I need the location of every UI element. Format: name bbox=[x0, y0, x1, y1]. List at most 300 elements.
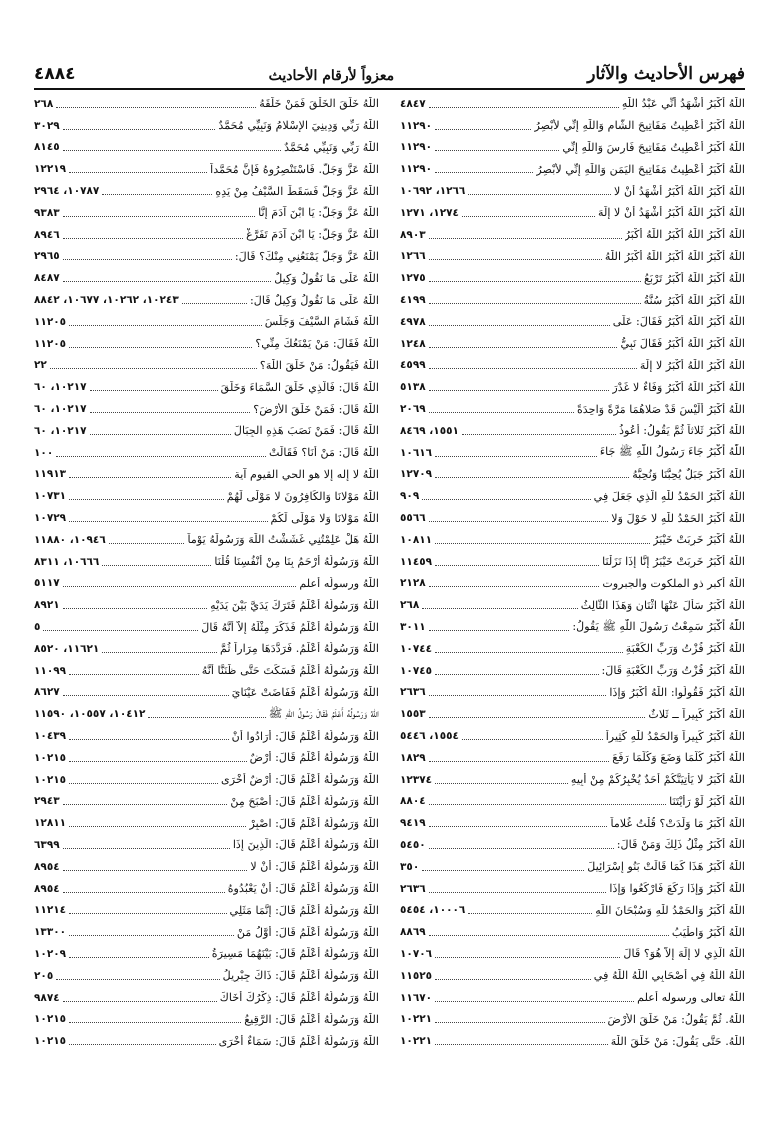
hadith-number: ٨١٤٥ bbox=[34, 141, 60, 154]
hadith-text: اللّٰهُ أَكْبَرُ سَمِعْتُ رَسُولَ اللّٰهِ ﷺ يَقُولُ: bbox=[572, 619, 745, 633]
hadith-text: اللّٰهُ عَزَّ وَجَلَّ. فَاسْتَنْصِرُوهُ فَإِنَّ مُحَمَّداً bbox=[210, 162, 379, 176]
index-entry bbox=[34, 965, 379, 987]
leader-dots bbox=[435, 978, 591, 980]
index-entry bbox=[34, 682, 379, 704]
index-entry bbox=[400, 333, 745, 355]
leader-dots bbox=[69, 912, 227, 914]
leader-dots bbox=[435, 149, 559, 151]
hadith-number: ٨٩٠٣ bbox=[400, 228, 426, 241]
index-entry bbox=[400, 1008, 745, 1030]
leader-dots bbox=[63, 1000, 217, 1002]
index-entry bbox=[400, 965, 745, 987]
index-entry bbox=[400, 311, 745, 333]
leader-dots bbox=[69, 324, 262, 326]
hadith-number: ٨٩٢١ bbox=[34, 599, 60, 612]
hadith-number: ٨٩٥٤ bbox=[34, 860, 60, 873]
hadith-text: اللّٰهُ أَكْبَرُ فُزْتُ وَرَبِّ الكَعْبَةِ قَالَ: bbox=[601, 664, 745, 678]
index-entry bbox=[34, 660, 379, 682]
index-entry bbox=[400, 1030, 745, 1052]
index-entry bbox=[400, 246, 745, 268]
leader-dots bbox=[69, 738, 229, 740]
leader-dots bbox=[63, 869, 248, 871]
hadith-number: ٨٩٥٤ bbox=[34, 882, 60, 895]
leader-dots bbox=[69, 171, 207, 173]
leader-dots bbox=[102, 564, 211, 566]
hadith-text: اللّٰهُ أَكْبَرُ اللّٰهُ أَكْبَرُ اللّٰهُ أَكْبَرُ اللّٰهُ bbox=[604, 249, 745, 263]
leader-dots bbox=[435, 564, 599, 566]
hadith-text: اللّٰهُ عَزَّ وَجَلَّ فَسَقَطَ السَّيْفُ مِنْ يَدِهِ bbox=[215, 184, 379, 198]
hadith-text: اللّٰهُ أَكْبَرُ أَشْهَدُ أَنِّي عَبْدُ اللّٰهِ bbox=[621, 97, 745, 111]
hadith-number: ١٠٦١٦ bbox=[400, 446, 433, 459]
index-entry bbox=[34, 725, 379, 747]
hadith-number: ٨٨٠٤ bbox=[400, 795, 426, 808]
index-entry bbox=[400, 137, 745, 159]
index-entry bbox=[34, 507, 379, 529]
leader-dots bbox=[429, 302, 641, 304]
index-entry bbox=[34, 376, 379, 398]
hadith-number: ٤٩٧٨ bbox=[400, 315, 426, 328]
hadith-text: اللّٰهُ أَكْبَرُ ثَلاثاً ثُمَّ يَقُولُ: أَعُوذُ bbox=[619, 424, 745, 438]
index-entry bbox=[400, 267, 745, 289]
leader-dots bbox=[63, 891, 225, 893]
hadith-text: اللّٰهُ وَرَسُولُهُ أَعْلَمُ قَالَ: أَنْ يَعْبُدُوهُ bbox=[227, 882, 379, 896]
index-entry bbox=[400, 616, 745, 638]
index-entry bbox=[34, 137, 379, 159]
hadith-text: اللّٰهُ وَرَسُولُهُ أَعْلَمُ قَالَ: ذِكْرُكَ أَخَاكَ bbox=[219, 991, 379, 1005]
hadith-text: اللّٰهُ عَزَّ وَجَلَّ: يَا ابْنَ آدَمَ إِنَّا bbox=[258, 206, 379, 220]
leader-dots bbox=[90, 433, 231, 435]
hadith-text: اللّٰهُ أَكْبَرُ وَاطْيَبُ bbox=[671, 925, 745, 939]
leader-dots bbox=[69, 346, 252, 348]
index-entry bbox=[34, 115, 379, 137]
index-entry bbox=[34, 398, 379, 420]
index-entry bbox=[34, 224, 379, 246]
leader-dots bbox=[63, 607, 208, 609]
hadith-text: اللّٰهُ وَرَسُولُهُ أَعْلَمُ قَالَ: أَوَّلُ مَنْ bbox=[236, 925, 379, 939]
hadith-number: ١٢٨١١ bbox=[34, 817, 67, 830]
index-entry bbox=[34, 769, 379, 791]
leader-dots bbox=[63, 585, 297, 587]
hadith-number: ١٨٢٩ bbox=[400, 751, 426, 764]
page-header bbox=[34, 54, 745, 90]
index-entry bbox=[400, 355, 745, 377]
index-entry bbox=[34, 1008, 379, 1030]
hadith-text: اللّٰهُ تعالى ورسوله أعلم bbox=[637, 991, 745, 1005]
hadith-text: اللّٰهُ ورسولُه أعلم bbox=[299, 576, 379, 590]
leader-dots bbox=[69, 760, 247, 762]
hadith-number: ١١٠٩٩ bbox=[34, 664, 67, 677]
index-entry bbox=[400, 376, 745, 398]
index-entry bbox=[400, 921, 745, 943]
hadith-text: اللّٰهُ وَرَسُولُهُ أَعْلَمُ قَالَ: أَرَادُوا أَنْ bbox=[231, 729, 379, 743]
hadith-number: ٥٥٦٦ bbox=[400, 512, 426, 525]
hadith-number: ١٢٤٨ bbox=[400, 337, 426, 350]
hadith-text: اللّٰهُ قَالَ: فَالَّذِي خَلَقَ السَّمَاءَ وَخَلَقَ bbox=[220, 380, 379, 394]
hadith-text: اللّٰهُ خَلَقَ الخَلْقَ فَمَنْ خَلَقَهُ bbox=[259, 97, 379, 111]
leader-dots bbox=[56, 106, 256, 108]
leader-dots bbox=[69, 1043, 216, 1045]
hadith-number: ١٥٥٤، ٥٤٤٦ bbox=[400, 730, 459, 742]
index-entry bbox=[34, 921, 379, 943]
hadith-text: اللّٰهُ أَكْبَرُ اللّٰهُ أَكْبَرُ وَفَاءٌ لا غَدْرَ bbox=[612, 380, 745, 394]
leader-dots bbox=[429, 367, 637, 369]
leader-dots bbox=[435, 1021, 605, 1023]
index-entry bbox=[400, 573, 745, 595]
hadith-text: اللّٰهُ أَكْبَرُ هَذَا كَمَا قَالَتْ بَنُو إِسْرَائِيلَ bbox=[587, 860, 745, 874]
leader-dots bbox=[90, 411, 251, 413]
hadith-text: اللّٰهُ أَكْبَرُ اللّٰهُ أَكْبَرُ فَقَالَ: عَلَى bbox=[612, 315, 745, 329]
index-entry bbox=[34, 987, 379, 1009]
hadith-number: ١٠٢٠٩ bbox=[34, 947, 67, 960]
index-entry bbox=[34, 420, 379, 442]
leader-dots bbox=[109, 542, 185, 544]
hadith-text: اللّٰهُ اللّٰهُ فِي أَصْحَابِي اللّٰهُ اللّٰهُ فِي bbox=[593, 969, 745, 983]
leader-dots bbox=[429, 389, 610, 391]
leader-dots bbox=[69, 934, 234, 936]
hadith-number: ٢٦٨ bbox=[34, 97, 54, 110]
index-entry bbox=[34, 355, 379, 377]
hadith-number: ١٠٨١١ bbox=[400, 533, 433, 546]
index-entry bbox=[400, 202, 745, 224]
index-entry bbox=[34, 180, 379, 202]
leader-dots bbox=[429, 237, 622, 239]
hadith-text: اللّٰهُ أَكْبَرُ أُعْطِيتُ مَفَاتِيحَ فَارِسَ وَاللّٰهِ إِنِّي bbox=[562, 140, 745, 154]
hadith-number: ٤١٩٩ bbox=[400, 294, 426, 307]
leader-dots bbox=[90, 389, 218, 391]
leader-dots bbox=[435, 651, 623, 653]
leader-dots bbox=[63, 847, 230, 849]
leader-dots bbox=[63, 694, 229, 696]
index-entry bbox=[400, 224, 745, 246]
hadith-number: ١٠٢١٧، ٦٠ bbox=[34, 381, 87, 394]
hadith-text: اللّٰهُ وَرَسُولُهُ أَعْلَمُ قَالَ: بَيْنَهُمَا مَسِيرَةُ bbox=[211, 947, 379, 961]
leader-dots bbox=[429, 803, 667, 805]
index-entry bbox=[400, 987, 745, 1009]
leader-dots bbox=[69, 498, 224, 500]
hadith-text: اللّٰهُ أَكْبَرُ كُلَّمَا وَضَعَ وَكُلَّمَا رَفَعَ bbox=[612, 751, 745, 765]
leader-dots bbox=[435, 542, 650, 544]
leader-dots bbox=[429, 520, 609, 522]
hadith-number: ٩٤١٩ bbox=[400, 817, 426, 830]
hadith-text: اللّٰهُ وَرَسُولُهُ أَرْحَمُ بِنَا مِنْ أَنْفُسِنَا قُلْنَا bbox=[214, 555, 379, 569]
hadith-text: اللّٰهُ قَالَ: مَنْ أَنَا؟ فَقَالَتْ bbox=[269, 446, 379, 460]
index-entry bbox=[34, 311, 379, 333]
hadith-number: ١١٦٧٠ bbox=[400, 991, 433, 1004]
hadith-number: ٢٠٦٩ bbox=[400, 403, 426, 416]
leader-dots bbox=[422, 607, 577, 609]
hadith-number: ١٠٢١٧، ٦٠ bbox=[34, 424, 87, 437]
hadith-number: ١٠٩٤٦، ١١٨٨٠ bbox=[34, 533, 106, 546]
hadith-text: اللّٰهُ أَكْبَرُ مِثْلُ ذَلِكَ وَمَنْ قَالَ: bbox=[616, 838, 745, 852]
hadith-number: ١٣٣٠٠ bbox=[34, 926, 67, 939]
hadith-number: ٢٩٤٣ bbox=[34, 795, 60, 808]
index-entry bbox=[400, 682, 745, 704]
hadith-text: اللّٰهُ أَكْبَرُ جَبَلٌ يُحِبُّنَا وَنُحِبُّهُ bbox=[632, 467, 745, 481]
hadith-number: ١١٢٩٠ bbox=[400, 141, 433, 154]
hadith-text: اللّٰهُ وَرَسُولُهُ أَعْلَمُ فَسَكَتَ حَتَّى ظَنَنَّا أَنَّهُ bbox=[201, 664, 379, 678]
hadith-text: اللّٰهُ عَزَّ وَجَلَّ: يَا ابْنَ آدَمَ تَفَرَّغْ bbox=[246, 228, 379, 242]
index-entry bbox=[400, 551, 745, 573]
hadith-number: ١١٢٠٥ bbox=[34, 315, 67, 328]
hadith-text: اللّٰهُ أَكْبَرُ وَالحَمْدُ للّٰهِ وَسُبْحَانَ اللّٰهِ bbox=[595, 903, 745, 917]
leader-dots bbox=[69, 825, 246, 827]
index-entry bbox=[34, 899, 379, 921]
index-entry bbox=[34, 529, 379, 551]
hadith-text: اللّٰهُ وَرَسُولُهُ أَعْلَمُ قَالَ: إِنَّمَا مَثَلِي bbox=[229, 903, 379, 917]
index-entry bbox=[34, 93, 379, 115]
hadith-number: ٨٦٢٧ bbox=[34, 686, 60, 699]
leader-dots bbox=[429, 346, 618, 348]
leader-dots bbox=[468, 912, 592, 914]
hadith-text: اللّٰهُ وَرَسُولُهُ أَعْلَمُ فَفَاضَتْ عَيْنَايَ bbox=[231, 685, 379, 699]
leader-dots bbox=[422, 498, 590, 500]
hadith-number: ١٠٧٣١ bbox=[34, 490, 67, 503]
hadith-number: ٢١٢٨ bbox=[400, 577, 426, 590]
hadith-text: اللّٰهُ أَكْبَرُ لا يَأْتِيَنَّكُمْ أَحَدٌ يُخْبِرُكُمْ مِنْ أَبِيهِ bbox=[570, 773, 745, 787]
hadith-number: ٩٣٨٣ bbox=[34, 206, 60, 219]
index-entry bbox=[400, 834, 745, 856]
leader-dots bbox=[435, 171, 533, 173]
leader-dots bbox=[429, 411, 574, 413]
hadith-text: اللّٰهُ وَرَسُولُهُ أَعْلَمُ قَالَ: أَرْضٌ bbox=[249, 751, 379, 765]
hadith-number: ١٢٢١٩ bbox=[34, 163, 67, 176]
leader-dots bbox=[63, 280, 272, 282]
index-entry bbox=[34, 267, 379, 289]
hadith-text: اللّٰهُ فَشَامَ السَّيْفَ وَجَلَسَ bbox=[264, 315, 379, 329]
leader-dots bbox=[63, 149, 281, 151]
hadith-text: اللّٰهُ أَكْبَرُ الحَمْدُ للّٰهِ الَّذِي جَعَلَ فِي bbox=[593, 489, 745, 503]
hadith-number: ٨٩٤٦ bbox=[34, 228, 60, 241]
hadith-number: ٢٠٥ bbox=[34, 969, 54, 982]
hadith-text: اللّٰهُ لا إله إلا هو الحي القيوم آية bbox=[234, 467, 379, 481]
hadith-text: اللّٰهُ وَرَسُولُهُ أَعْلَمُ فَتَرَكَ يَدَيَّ بَيْنَ يَدَيْهِ bbox=[210, 598, 379, 612]
hadith-text: اللّٰهُ أَكْبَرُ خَرِبَتْ خَيْبَرُ إِنَّا إِذَا نَزَلْنَا bbox=[602, 555, 745, 569]
hadith-text: اللّٰهُ أَكْبَرُ مَا وَلَدَتْ؟ قُلْتُ غُلاماً bbox=[610, 816, 745, 830]
left-column bbox=[34, 93, 379, 1108]
hadith-number: ١٠٢٤٣، ١٠٢٦٢، ١٠٦٧٧، ٨٨٤٢ bbox=[34, 294, 179, 307]
index-entry bbox=[400, 899, 745, 921]
hadith-text: اللّٰهُ أَكْبَرُ اللّٰهُ أَكْبَرُ أَشْهَدُ أَنْ لا bbox=[614, 184, 745, 198]
hadith-number: ٥ bbox=[34, 621, 41, 634]
leader-dots bbox=[435, 673, 598, 675]
hadith-text: اللّٰهُ. ثُمَّ يَقُولُ: مَنْ خَلَقَ الأَرْضَ bbox=[607, 1012, 745, 1026]
hadith-text: اللّٰهُ أَكْبَرُ خَرِبَتْ خَيْبَرُ bbox=[653, 533, 745, 547]
index-entry bbox=[34, 834, 379, 856]
index-entry bbox=[400, 529, 745, 551]
hadith-number: ٨٤٨٧ bbox=[34, 272, 60, 285]
hadith-number: ١٠٢١٥ bbox=[34, 1035, 67, 1048]
hadith-text: اللّٰهُ أَكْبَرُ جَاءَ رَسُولُ اللّٰهِ ﷺ جَاءَ bbox=[599, 445, 745, 459]
leader-dots bbox=[69, 476, 231, 478]
hadith-text: اللّٰهُ وَرَسُولُهُ أَعْلَمُ فَقَالَ رَسُولُ اللّٰهِ ﷺ bbox=[268, 706, 379, 720]
index-entry bbox=[400, 769, 745, 791]
hadith-text: اللّٰهُ. حَتَّى يَقُولَ: مَنْ خَلَقَ اللّٰهَ bbox=[610, 1034, 745, 1048]
leader-dots bbox=[69, 1021, 241, 1023]
hadith-text: اللّٰهُ وَرَسُولُهُ أَعْلَمُ. فَرَدَّدَهَا مِرَاراً ثُمَّ bbox=[220, 642, 379, 656]
leader-dots bbox=[43, 629, 198, 631]
hadith-number: ٩٠٩ bbox=[400, 490, 420, 503]
hadith-text: اللّٰهُ فَيَقُولُ: مَنْ خَلَقَ اللّٰهَ؟ bbox=[259, 358, 379, 372]
hadith-text: اللّٰهُ أَكْبَرُ اللّٰهُ أَكْبَرُ أَشْهَدُ أَنْ لا إِلَهَ bbox=[597, 206, 745, 220]
hadith-number: ٢٩٦٥ bbox=[34, 250, 60, 263]
hadith-text: اللّٰهُ أَكْبَرُ اللّٰهُ أَكْبَرُ اللّٰهُ أَكْبَرُ bbox=[624, 228, 745, 242]
hadith-text: اللّٰهُ وَرَسُولُهُ أَعْلَمُ فَذَكَرَ مِثْلَهُ إِلاَّ أَنَّهُ قَالَ bbox=[201, 620, 379, 634]
hadith-number: ٥١٣٨ bbox=[400, 381, 426, 394]
leader-dots bbox=[435, 1043, 608, 1045]
index-entry bbox=[400, 115, 745, 137]
hadith-number: ٢٦٣٦ bbox=[400, 882, 426, 895]
leader-dots bbox=[435, 782, 568, 784]
hadith-text: اللّٰهُ رَبِّي وَنَبِيِّي مُحَمَّدٌ bbox=[284, 140, 379, 154]
leader-dots bbox=[102, 193, 212, 195]
index-entry bbox=[400, 725, 745, 747]
index-entry bbox=[34, 878, 379, 900]
index-entry bbox=[34, 1030, 379, 1052]
hadith-number: ١٥٥٣ bbox=[400, 708, 426, 721]
hadith-number: ١٠٤١٢، ١٠٥٥٧، ١١٥٩٠ bbox=[34, 708, 146, 721]
hadith-number: ١١٦٢١، ٨٥٢٠ bbox=[34, 642, 100, 655]
hadith-text: اللّٰهُ أَكْبَرُ سَأَلَ عَنْهَا اثْنَانِ وَهَذَا الثَّالِثُ bbox=[580, 598, 745, 612]
leader-dots bbox=[429, 716, 646, 718]
leader-dots bbox=[69, 956, 209, 958]
index-entry bbox=[34, 791, 379, 813]
hadith-number: ١٠٧٢٩ bbox=[34, 512, 67, 525]
hadith-text: اللّٰهُ أَكْبَرُ أُعْطِيتُ مَفَاتِيحَ الشَّامِ وَاللّٰهِ إِنِّي لأَبْصِرُ bbox=[534, 119, 745, 133]
index-entry bbox=[34, 442, 379, 464]
hadith-number: ١٢٧٤، ١٢٧١ bbox=[400, 206, 459, 219]
index-entry bbox=[400, 180, 745, 202]
leader-dots bbox=[429, 760, 610, 762]
leader-dots bbox=[63, 237, 243, 239]
leader-dots bbox=[63, 128, 216, 130]
hadith-number: ١١٢٩٠ bbox=[400, 119, 433, 132]
hadith-number: ٢٢ bbox=[34, 359, 47, 372]
hadith-number: ١٢٣٧٤ bbox=[400, 773, 433, 786]
hadith-number: ٨٨٦٩ bbox=[400, 926, 426, 939]
hadith-text: اللّٰهُ مَوْلانَا وَلا مَوْلَى لَكُمْ bbox=[270, 511, 379, 525]
index-entry bbox=[400, 420, 745, 442]
leader-dots bbox=[69, 673, 199, 675]
leader-dots bbox=[69, 520, 268, 522]
hadith-number: ٣٠٢٩ bbox=[34, 119, 60, 132]
hadith-text: اللّٰهُ أَكْبَرُ فَقُولُوا: اللّٰهُ أَكْبَرُ وَإِذَا bbox=[609, 685, 745, 699]
hadith-text: اللّٰهُ عَلَى مَا نَقُولُ وَكِيلٌ bbox=[274, 271, 379, 285]
hadith-number: ١٢٦٦، ١٠٦٩٢ bbox=[400, 185, 466, 198]
hadith-number: ١١٩١٣ bbox=[34, 468, 67, 481]
index-entry bbox=[34, 333, 379, 355]
index-entry bbox=[34, 616, 379, 638]
index-entry bbox=[400, 638, 745, 660]
hadith-text: اللّٰهُ أَكْبَرُ كَبِيراً ــ ثَلاثٌ bbox=[648, 707, 745, 721]
leader-dots bbox=[50, 367, 257, 369]
hadith-number: ٩٨٧٤ bbox=[34, 991, 60, 1004]
leader-dots bbox=[148, 716, 265, 718]
hadith-number: ٤٥٩٩ bbox=[400, 359, 426, 372]
index-entry bbox=[34, 747, 379, 769]
hadith-number: ٥١١٧ bbox=[34, 577, 60, 590]
index-entry bbox=[400, 507, 745, 529]
hadith-text: اللّٰهُ وَرَسُولُهُ أَعْلَمُ قَالَ: الرَّقِيعُ bbox=[244, 1012, 379, 1026]
leader-dots bbox=[429, 629, 570, 631]
index-entry bbox=[400, 158, 745, 180]
leader-dots bbox=[63, 258, 232, 260]
index-entry bbox=[400, 594, 745, 616]
leader-dots bbox=[63, 803, 228, 805]
hadith-number: ٥٤٥٠ bbox=[400, 838, 426, 851]
leader-dots bbox=[422, 869, 584, 871]
leader-dots bbox=[429, 324, 610, 326]
leader-dots bbox=[462, 433, 616, 435]
hadith-text: اللّٰهُ وَرَسُولُهُ أَعْلَمُ قَالَ: الَّذِينَ إِذَا bbox=[232, 838, 379, 852]
hadith-text: اللّٰهُ وَرَسُولُهُ أَعْلَمُ قَالَ: ذَاكَ جِبْرِيلُ bbox=[222, 969, 379, 983]
hadith-number: ١٠٠ bbox=[34, 446, 54, 459]
leader-dots bbox=[435, 455, 597, 457]
hadith-text: اللّٰهُ الَّذِي لا إِلَهَ إِلاَّ هُوَ؟ قَالَ bbox=[623, 947, 745, 961]
leader-dots bbox=[429, 934, 669, 936]
leader-dots bbox=[429, 825, 608, 827]
hadith-number: ١٠٧٨٧، ٢٩٦٤ bbox=[34, 185, 100, 198]
hadith-text: اللّٰهُ عَزَّ وَجَلَّ يَمْنَعُنِي مِنْكَ؟ قَالَ: bbox=[234, 249, 379, 263]
index-entry bbox=[34, 573, 379, 595]
leader-dots bbox=[63, 215, 255, 217]
index-entry bbox=[400, 93, 745, 115]
index-entry bbox=[34, 638, 379, 660]
hadith-number: ١٠٢٢١ bbox=[400, 1035, 433, 1048]
hadith-number: ١٠٧٠٦ bbox=[400, 947, 433, 960]
leader-dots bbox=[468, 193, 611, 195]
hadith-number: ٦٣٩٩ bbox=[34, 838, 60, 851]
hadith-number: ١٠٢١٥ bbox=[34, 1013, 67, 1026]
leader-dots bbox=[56, 455, 266, 457]
hadith-text: اللّٰهُ أَكْبَرُ وَإِذَا رَكَعَ فَارْكَعُوا وَإِذَا bbox=[609, 882, 745, 896]
hadith-text: اللّٰهُ أَكْبَرُ اللّٰهُ أَكْبَرُ لا إِلَهَ bbox=[639, 358, 745, 372]
index-entry bbox=[400, 464, 745, 486]
hadith-text: اللّٰهُ عَلَى مَا نَقُولُ وَكِيلٌ قَالَ: bbox=[249, 293, 379, 307]
index-entry bbox=[34, 703, 379, 725]
hadith-number: ١١٢٩٠ bbox=[400, 163, 433, 176]
hadith-number: ١٢٦٦ bbox=[400, 250, 426, 263]
hadith-text: اللّٰهُ أكبر ذو الملكوت والجبروت bbox=[602, 576, 745, 590]
index-entry bbox=[400, 485, 745, 507]
index-entry bbox=[400, 747, 745, 769]
hadith-text: اللّٰهُ وَرَسُولُهُ أَعْلَمُ قَالَ: أَنْ لا bbox=[250, 860, 379, 874]
index-entry bbox=[34, 464, 379, 486]
index-entry bbox=[34, 246, 379, 268]
hadith-number: ٣٠١١ bbox=[400, 621, 426, 634]
hadith-text: اللّٰهُ هَلْ عَلِمْتُنِي غَشَشْتُ اللّٰهَ وَرَسُولَهُ يَوْماً bbox=[187, 533, 379, 547]
hadith-text: اللّٰهُ أَكْبَرُ اللّٰهُ أَكْبَرُ فَقَالَ نَبِيُّ bbox=[620, 337, 745, 351]
right-column bbox=[400, 93, 745, 1108]
hadith-number: ١٠٧٤٤ bbox=[400, 642, 433, 655]
hadith-number: ٣٥٠ bbox=[400, 860, 420, 873]
index-entry bbox=[34, 594, 379, 616]
index-entry bbox=[34, 943, 379, 965]
hadith-number: ١٠٧٤٥ bbox=[400, 664, 433, 677]
index-entry bbox=[34, 812, 379, 834]
hadith-text: اللّٰهُ مَوْلانَا وَالكَافِرُونَ لا مَوْلَى لَهُمْ bbox=[226, 489, 379, 503]
leader-dots bbox=[429, 694, 607, 696]
hadith-text: اللّٰهُ أَكْبَرُ اللّٰهُ أَكْبَرُ تَرْبَعُ bbox=[644, 271, 745, 285]
hadith-number: ١٠٤٣٩ bbox=[34, 730, 67, 742]
hadith-text: اللّٰهُ قَالَ: فَمَنْ نَصَبَ هَذِهِ الجِبَالَ bbox=[233, 424, 379, 438]
hadith-text: اللّٰهُ قَالَ: فَمَنْ خَلَقَ الأَرْضَ؟ bbox=[253, 402, 379, 416]
leader-dots bbox=[56, 978, 219, 980]
index-subtitle: معزواً لأرقام الأحاديث bbox=[268, 68, 395, 84]
index-entry bbox=[400, 289, 745, 311]
hadith-number: ٤٨٤٧ bbox=[400, 97, 426, 110]
leader-dots bbox=[429, 280, 641, 282]
hadith-number: ١٠٦٦٦، ٨٣١١ bbox=[34, 555, 100, 568]
